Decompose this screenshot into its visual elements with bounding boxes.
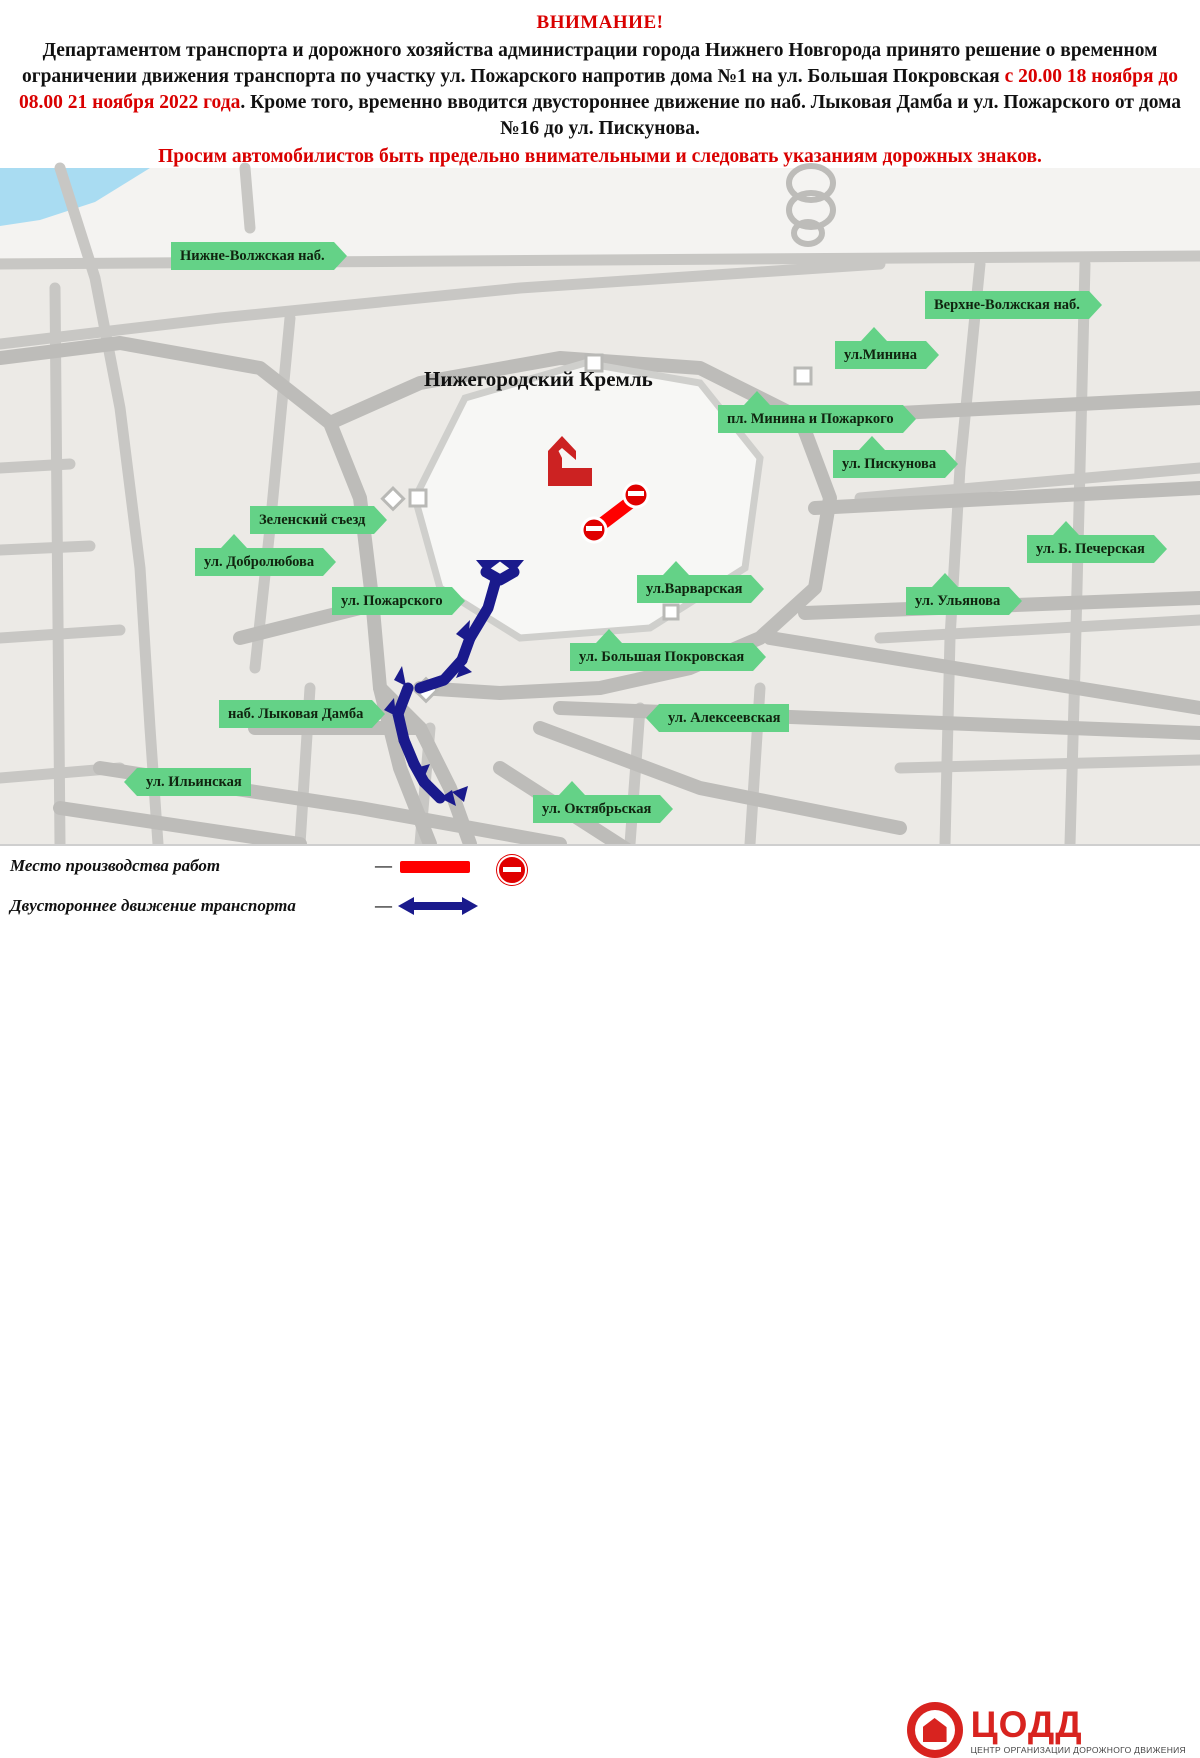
street-flag-label: ул. Пискунова: [842, 456, 937, 472]
legend-label-work-zone: Место производства работ: [10, 856, 221, 875]
notice-text-part1: Департаментом транспорта и дорожного хозяйства администрации города Нижнего Новгорода принято решение о временном ограничении движения транспорта по участку ул. Пожарского напротив дома №1 на ул. Большая Покровская: [21, 40, 1158, 87]
street-flag-label: ул. Большая Покровская: [579, 649, 745, 665]
street-flag-label: наб. Лыковая Дамба: [228, 706, 364, 722]
street-flag-label: ул.Варварская: [646, 581, 743, 597]
legend-dash-1: —: [375, 856, 392, 875]
legend-swatch-two-way: [398, 892, 478, 920]
street-flag-label: ул. Алексеевская: [668, 710, 781, 726]
street-flag-ul-alekseevskaya[interactable]: [659, 704, 789, 732]
legend-dash-2: —: [375, 896, 392, 915]
street-flag-label: ул. Ульянова: [915, 593, 1001, 609]
street-flag-label: Верхне-Волжская наб.: [934, 297, 1080, 313]
street-flag-label: ул. Добролюбова: [204, 554, 315, 570]
street-flag-ul-minina[interactable]: [835, 341, 926, 369]
street-flag-ul-varvarskaya[interactable]: [637, 575, 751, 603]
codd-logo: [907, 1702, 1186, 1758]
street-flag-label: пл. Минина и Пожаркого: [727, 411, 894, 427]
street-flag-ul-piskunova[interactable]: [833, 450, 945, 478]
codd-logo-subtitle: ЦЕНТР ОРГАНИЗАЦИИ ДОРОЖНОГО ДВИЖЕНИЯ: [970, 1744, 1186, 1755]
street-flag-label: ул. Б. Печерская: [1036, 541, 1145, 557]
map-label-kremlin: Нижегородский Кремль: [424, 367, 653, 391]
notice-footer: Просим автомобилистов быть предельно внимательными и следовать указаниям дорожных знаков.: [158, 146, 1042, 167]
street-flag-ul-b-pecherskaya[interactable]: [1027, 535, 1154, 563]
street-flag-label: ул.Минина: [844, 347, 918, 363]
street-flag-verhne-volzhskaya-nab[interactable]: [925, 291, 1089, 319]
street-flag-label: Нижне-Волжская наб.: [180, 248, 325, 264]
notice-text-part2: . Кроме того, временно вводится двустороннее движение по наб. Лыковая Дамба и ул. Пожарского от дома №16 до ул. Пискунова.: [240, 92, 1181, 139]
notice-title: ВНИМАНИЕ!: [536, 12, 664, 33]
legend-swatch-work-zone: [400, 861, 470, 873]
street-flag-ul-bolshaya-pokrovskaya[interactable]: [570, 643, 753, 671]
street-flag-ul-ulyanova[interactable]: [906, 587, 1009, 615]
no-entry-sign-icon: [497, 855, 527, 885]
legend-label-two-way: Двустороннее движение транспорта: [10, 896, 296, 915]
street-flag-ul-ilyinskaya[interactable]: [137, 768, 251, 796]
street-flag-nizhne-volzhskaya-nab[interactable]: [171, 242, 334, 270]
street-flag-label: ул. Ильинская: [146, 774, 242, 790]
street-flag-ul-dobrolyubova[interactable]: [195, 548, 323, 576]
legend: [0, 844, 1200, 1755]
street-flag-zelenskiy-sezd[interactable]: [250, 506, 374, 534]
street-flag-nab-lykovaya-damba[interactable]: [219, 700, 372, 728]
codd-logo-title: ЦОДД: [970, 1703, 1083, 1745]
map-canvas[interactable]: [0, 168, 1200, 844]
notice-body: [14, 38, 1186, 142]
street-flag-ul-oktyabrskaya[interactable]: [533, 795, 660, 823]
street-flag-label: Зеленский съезд: [259, 512, 366, 528]
codd-logo-mark-icon: [907, 1702, 963, 1758]
street-flag-ul-pozharskogo[interactable]: [332, 587, 452, 615]
notice-date-range: с 20.00 18 ноября до 08.00 21 ноября 2022 года: [19, 66, 1179, 113]
street-flag-pl-minina-i-pozharskogo[interactable]: [718, 405, 903, 433]
notice-banner: [0, 0, 1200, 168]
street-flag-label: ул. Октябрьская: [542, 801, 652, 817]
street-flag-label: ул. Пожарского: [341, 593, 443, 609]
